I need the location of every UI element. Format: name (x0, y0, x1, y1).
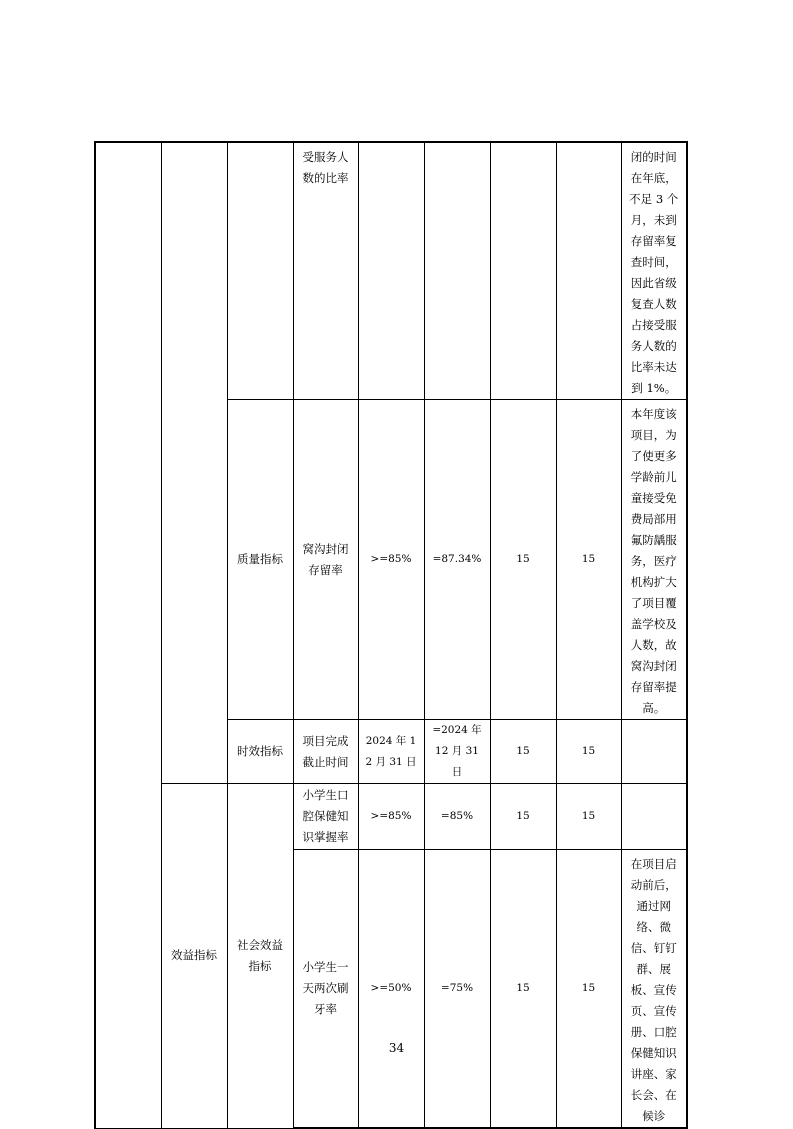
target-cell: >=85% (358, 784, 424, 850)
target-cell (358, 142, 424, 400)
note-cell: 闭的时间在年底，不足 3 个月，未到存留率复查时间，因此省级复查人数占接受服务人数的比率未达到 1%。 (621, 142, 687, 400)
level2-cell: 时效指标 (227, 720, 293, 784)
category-cell (95, 142, 161, 1128)
actual-cell: =85% (424, 784, 490, 850)
level2-cell: 质量指标 (227, 400, 293, 720)
page-number: 34 (388, 1041, 405, 1055)
actual-cell: =87.34% (424, 400, 490, 720)
table-row (95, 784, 687, 850)
score-cell: 15 (556, 400, 621, 720)
table-row (95, 142, 687, 400)
note-cell (621, 784, 687, 850)
weight-cell: 15 (490, 720, 556, 784)
score-cell: 15 (556, 850, 621, 1129)
performance-table (94, 141, 688, 1129)
score-cell (556, 142, 621, 400)
indicator-cell: 项目完成截止时间 (293, 720, 358, 784)
actual-cell (424, 142, 490, 400)
weight-cell (490, 142, 556, 400)
indicator-cell: 受服务人数的比率 (293, 142, 358, 400)
weight-cell: 15 (490, 850, 556, 1129)
note-cell: 在项目启动前后，通过网络、微信、钉钉群、展板、宣传页、宣传册、口腔保健知识讲座、家长会、在候诊 (621, 850, 687, 1129)
level2-cell (227, 142, 293, 400)
indicator-cell: 窝沟封闭存留率 (293, 400, 358, 720)
level1-cell (161, 142, 227, 784)
note-cell: 本年度该项目，为了使更多学龄前儿童接受免费局部用氟防龋服务，医疗机构扩大了项目覆盖学校及人数，故窝沟封闭存留率提高。 (621, 400, 687, 720)
actual-cell: =75% (424, 850, 490, 1129)
score-cell: 15 (556, 784, 621, 850)
target-cell: >=85% (358, 400, 424, 720)
level1-cell: 效益指标 (161, 784, 227, 1129)
actual-cell: =2024 年 12 月 31 日 (424, 720, 490, 784)
indicator-cell: 小学生口腔保健知识掌握率 (293, 784, 358, 850)
target-cell: >=50% (358, 850, 424, 1129)
target-cell: 2024 年 12 月 31 日 (358, 720, 424, 784)
indicator-cell: 小学生一天两次刷牙率 (293, 850, 358, 1129)
score-cell: 15 (556, 720, 621, 784)
level2-cell: 社会效益指标 (227, 784, 293, 1129)
weight-cell: 15 (490, 784, 556, 850)
weight-cell: 15 (490, 400, 556, 720)
note-cell (621, 720, 687, 784)
